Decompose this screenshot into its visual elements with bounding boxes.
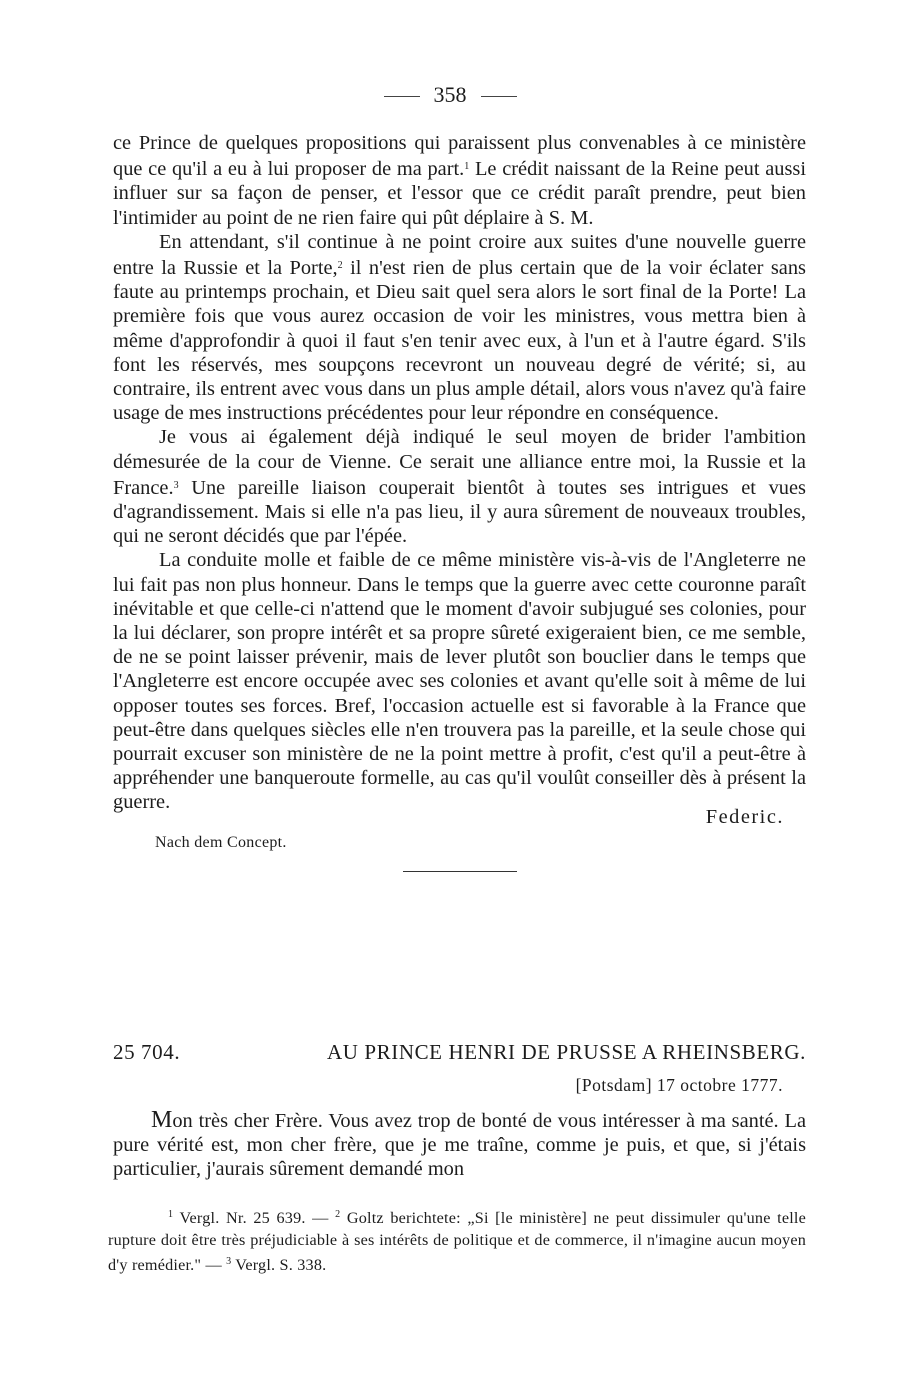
paragraph-1 [113,131,806,230]
letter-number: 25 704. [113,1040,181,1064]
footnote-block [108,1204,806,1277]
source-note: Nach dem Concept. [155,833,287,851]
paragraph-text: Une pareille liaison couperait bientôt à toutes ses intrigues et vues d'agrandissement. Mais si elle n'a pas lieu, il y aura sûrement de nouveaux troubles, qui ne seront décidés que par l'épée. [113,476,806,548]
letter-title: AU PRINCE HENRI DE PRUSSE A RHEINSBERG. [326,1040,806,1064]
paragraph-text: il n'est rien de plus certain que de la voir éclater sans faute au printemps prochain, et Dieu sait quel sera alors le sort final de la Porte! La première fois que vous aurez occasion de voir les ministres, vous mettra bien à même d'approfondir à quoi il faut s'en tenir avec eux, à l'un et à l'autre égard. S'ils font les réservés, mes soupçons recevront un nouveau degré de vérité; si, au contraire, ils entrent avec vous dans un plus ample détail, alors vous n'avez qu'à faire usage de mes instructions précédentes pour leur répondre en conséquence. [113,257,806,425]
letter-continuation [113,131,806,872]
footnote-ref-3: 3 [173,479,179,491]
footnote-text-2: Goltz berichtete: „Si [le ministère] ne peut dissimuler qu'une telle rupture doit être très préjudiciable à ses intérêts de politique et de commerce, il n'imagine aucun moyen d'y remédier." — [108,1209,807,1274]
paragraph-4 [113,548,806,814]
section-divider [403,871,517,872]
header-dash-right [481,96,517,97]
letter-heading [113,1040,806,1065]
paragraph-2 [113,230,806,426]
paragraph-text: Le crédit naissant de la Reine peut aussi influer sur sa façon de penser, et l'essor que ce crédit paraît prendre, peut bien l'intimider au point de ne rien faire qui pût déplaire à S. M. [113,158,807,229]
initial-letter: M [151,1107,173,1133]
footnote-ref-1: 1 [464,161,470,173]
footnotes [108,1204,806,1277]
letter-body [113,1108,806,1182]
letter-paragraph [113,1108,806,1182]
page-number: 358 [433,82,467,107]
paragraph-text: ce Prince de quelques propositions qui paraissent plus convenables à ce ministère que ce qu'il a eu à lui proposer de ma part. [113,132,806,181]
paragraph-3 [113,425,806,548]
page-header [0,82,900,108]
paragraph-text: La conduite molle et faible de ce même ministère vis-à-vis de l'Angleterre ne lui fait pas non plus honneur. Dans le temps que la guerre avec cette couronne paraît inévitable et que celle-ci n'attend que le moment d'avoir subjugué ses colonies, pour la lui déclarer, son propre intérêt et sa propre sûreté exigeraient bien, ce me semble, de ne se point laisser prévenir, mais de lever plutôt son bouclier dans le temps que l'Angleterre est encore occupée avec ses colonies et avant qu'elle soit à même de lui opposer toutes ses forces. Bref, l'occasion actuelle est si favorable à la France que peut-être dans quelques siècles elle n'en trouvera pas la pareille, et la seule chose qui pourrait excuser son ministère de ne la point mettre à profit, c'est qu'il a peut-être à appréhender une banqueroute formelle, au cas qu'il voulût conseiller dès à présent la guerre. [113,549,806,814]
header-dash-left [384,96,420,97]
letter-text: on très cher Frère. Vous avez trop de bonté de vous intéresser à ma santé. La pure vérité est, mon cher frère, que je me traîne, comme je puis, et que, si j'étais particulier, j'aurais sûrement demandé mon [113,1110,806,1181]
signature: Federic. [705,805,784,828]
paragraph-text: En attendant, s'il continue à ne point croire aux suites d'une nouvelle guerre entre la Russie et la Porte, [113,230,806,280]
footnote-ref-2: 2 [337,260,343,272]
letter-dateline: [Potsdam] 17 octobre 1777. [575,1075,783,1095]
footnote-text-3: Vergl. S. 338. [231,1256,327,1274]
paragraph-text: Je vous ai également déjà indiqué le seul moyen de brider l'ambition démesurée de la cour de Vienne. Ce serait une alliance entre moi, la Russie et la France. [113,426,806,499]
footnote-number-2: 2 [335,1209,341,1220]
footnote-text-1: Vergl. Nr. 25 639. — [173,1209,336,1227]
footnote-number-1: 1 [168,1209,174,1220]
footnote-number-3: 3 [226,1256,232,1267]
